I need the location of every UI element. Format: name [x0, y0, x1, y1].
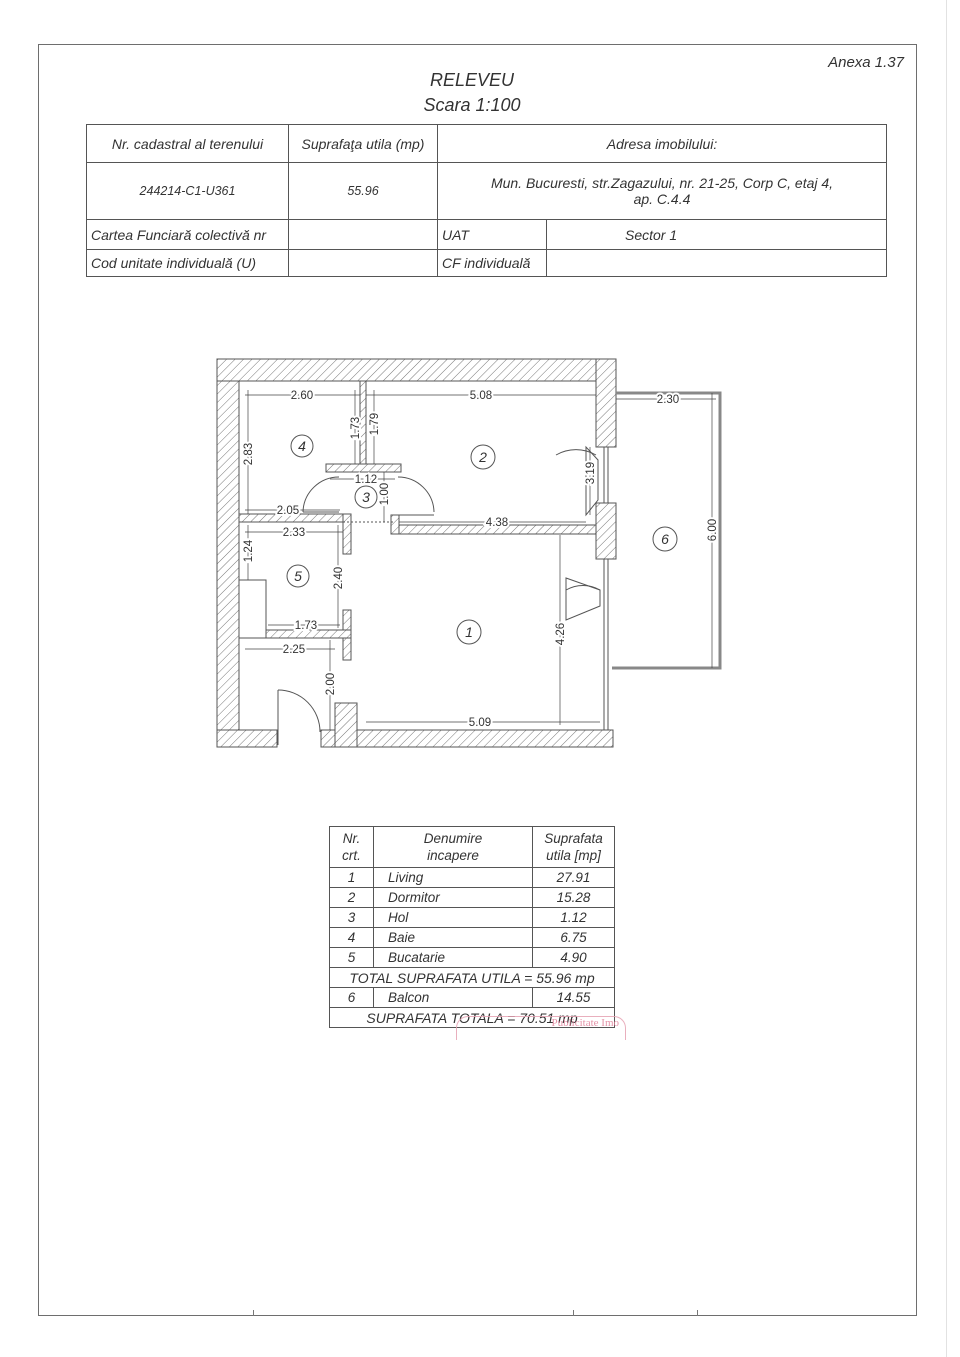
- svg-text:2: 2: [479, 449, 487, 465]
- svg-text:5.08: 5.08: [469, 390, 493, 402]
- svg-text:1.00: 1.00: [379, 482, 391, 506]
- svg-text:4.26: 4.26: [555, 622, 567, 646]
- room-marker-3: [355, 486, 377, 508]
- address-value: [438, 163, 887, 220]
- cadastral-header: Nr. cadastral al terenului: [87, 125, 289, 163]
- svg-text:1.12: 1.12: [354, 474, 378, 486]
- svg-text:4: 4: [298, 438, 306, 454]
- svg-text:1.73: 1.73: [294, 620, 318, 632]
- room-marker-2: [471, 445, 495, 469]
- svg-text:2.30: 2.30: [656, 394, 680, 406]
- floor-plan: [200, 340, 740, 760]
- table-row-balcony: 6 Balcon 14.55: [330, 988, 615, 1008]
- property-info-table: [86, 124, 887, 277]
- address-line-1: Mun. Bucuresti, str.Zagazului, nr. 21-25, Corp C, etaj 4,: [490, 175, 834, 191]
- svg-text:3.19: 3.19: [585, 461, 597, 485]
- scale-label: Scara 1:100: [423, 95, 521, 115]
- svg-text:4.38: 4.38: [485, 517, 509, 529]
- cf-individual-value: [547, 250, 887, 277]
- room-marker-6: [653, 527, 677, 551]
- room-marker-4: [291, 435, 313, 457]
- svg-text:5.09: 5.09: [468, 717, 492, 729]
- room-marker-5: [287, 565, 309, 587]
- frame-tick: [697, 1310, 698, 1316]
- rooms-area-table: [329, 826, 615, 1028]
- address-header: Adresa imobilului:: [438, 125, 887, 163]
- room-marker-1: [457, 620, 481, 644]
- svg-text:1.24: 1.24: [243, 539, 255, 563]
- dimension-lines: [245, 390, 716, 730]
- document-title: RELEVEU: [429, 70, 515, 90]
- total-area-row: SUPRAFATA TOTALA = 70.51 mp: [330, 1008, 615, 1028]
- cf-collective-label: Cartea Funciară colectivă nr: [87, 220, 289, 250]
- unit-code-value: [289, 250, 438, 277]
- svg-text:2.05: 2.05: [276, 505, 300, 517]
- cf-collective-value: [289, 220, 438, 250]
- cadastral-number: 244214-C1-U361: [87, 163, 289, 220]
- table-row: 3 Hol 1.12: [330, 908, 615, 928]
- header-name: Denumire incapere: [374, 827, 533, 868]
- svg-text:2.25: 2.25: [282, 644, 306, 656]
- svg-text:2.00: 2.00: [325, 672, 337, 696]
- uat-label: UAT: [438, 220, 547, 250]
- svg-text:2.33: 2.33: [282, 527, 306, 539]
- cf-individual-label: CF individuală: [438, 250, 547, 277]
- useful-area-value: 55.96: [289, 163, 438, 220]
- walls: [217, 359, 616, 747]
- svg-text:6.00: 6.00: [707, 518, 719, 542]
- address-line-2: ap. C.4.4: [633, 191, 691, 207]
- unit-code-label: Cod unitate individuală (U): [87, 250, 289, 277]
- header-nr: Nr. crt.: [330, 827, 374, 868]
- dimension-labels: [243, 390, 719, 729]
- stamp-watermark: Publicitate Imo: [456, 1016, 626, 1040]
- svg-text:1.79: 1.79: [369, 412, 381, 436]
- svg-text:6: 6: [661, 531, 669, 547]
- svg-text:1: 1: [465, 624, 473, 640]
- frame-tick: [253, 1310, 254, 1316]
- svg-text:5: 5: [294, 568, 302, 584]
- svg-text:2.60: 2.60: [290, 390, 314, 402]
- uat-value: Sector 1: [547, 220, 887, 250]
- frame-tick: [573, 1310, 574, 1316]
- scan-edge-line: [946, 0, 947, 1357]
- table-row: 1 Living 27.91: [330, 868, 615, 888]
- header-area: Suprafata utila [mp]: [533, 827, 615, 868]
- svg-text:2.83: 2.83: [243, 442, 255, 466]
- svg-text:1.73: 1.73: [350, 416, 362, 440]
- table-row: 5 Bucatarie 4.90: [330, 948, 615, 968]
- table-row: 2 Dormitor 15.28: [330, 888, 615, 908]
- annex-label: Anexa 1.37: [828, 54, 904, 71]
- table-row: 4 Baie 6.75: [330, 928, 615, 948]
- svg-text:2.40: 2.40: [333, 566, 345, 590]
- total-useful-row: TOTAL SUPRAFATA UTILA = 55.96 mp: [330, 968, 615, 988]
- svg-text:3: 3: [362, 489, 370, 505]
- area-header: Suprafaţa utila (mp): [289, 125, 438, 163]
